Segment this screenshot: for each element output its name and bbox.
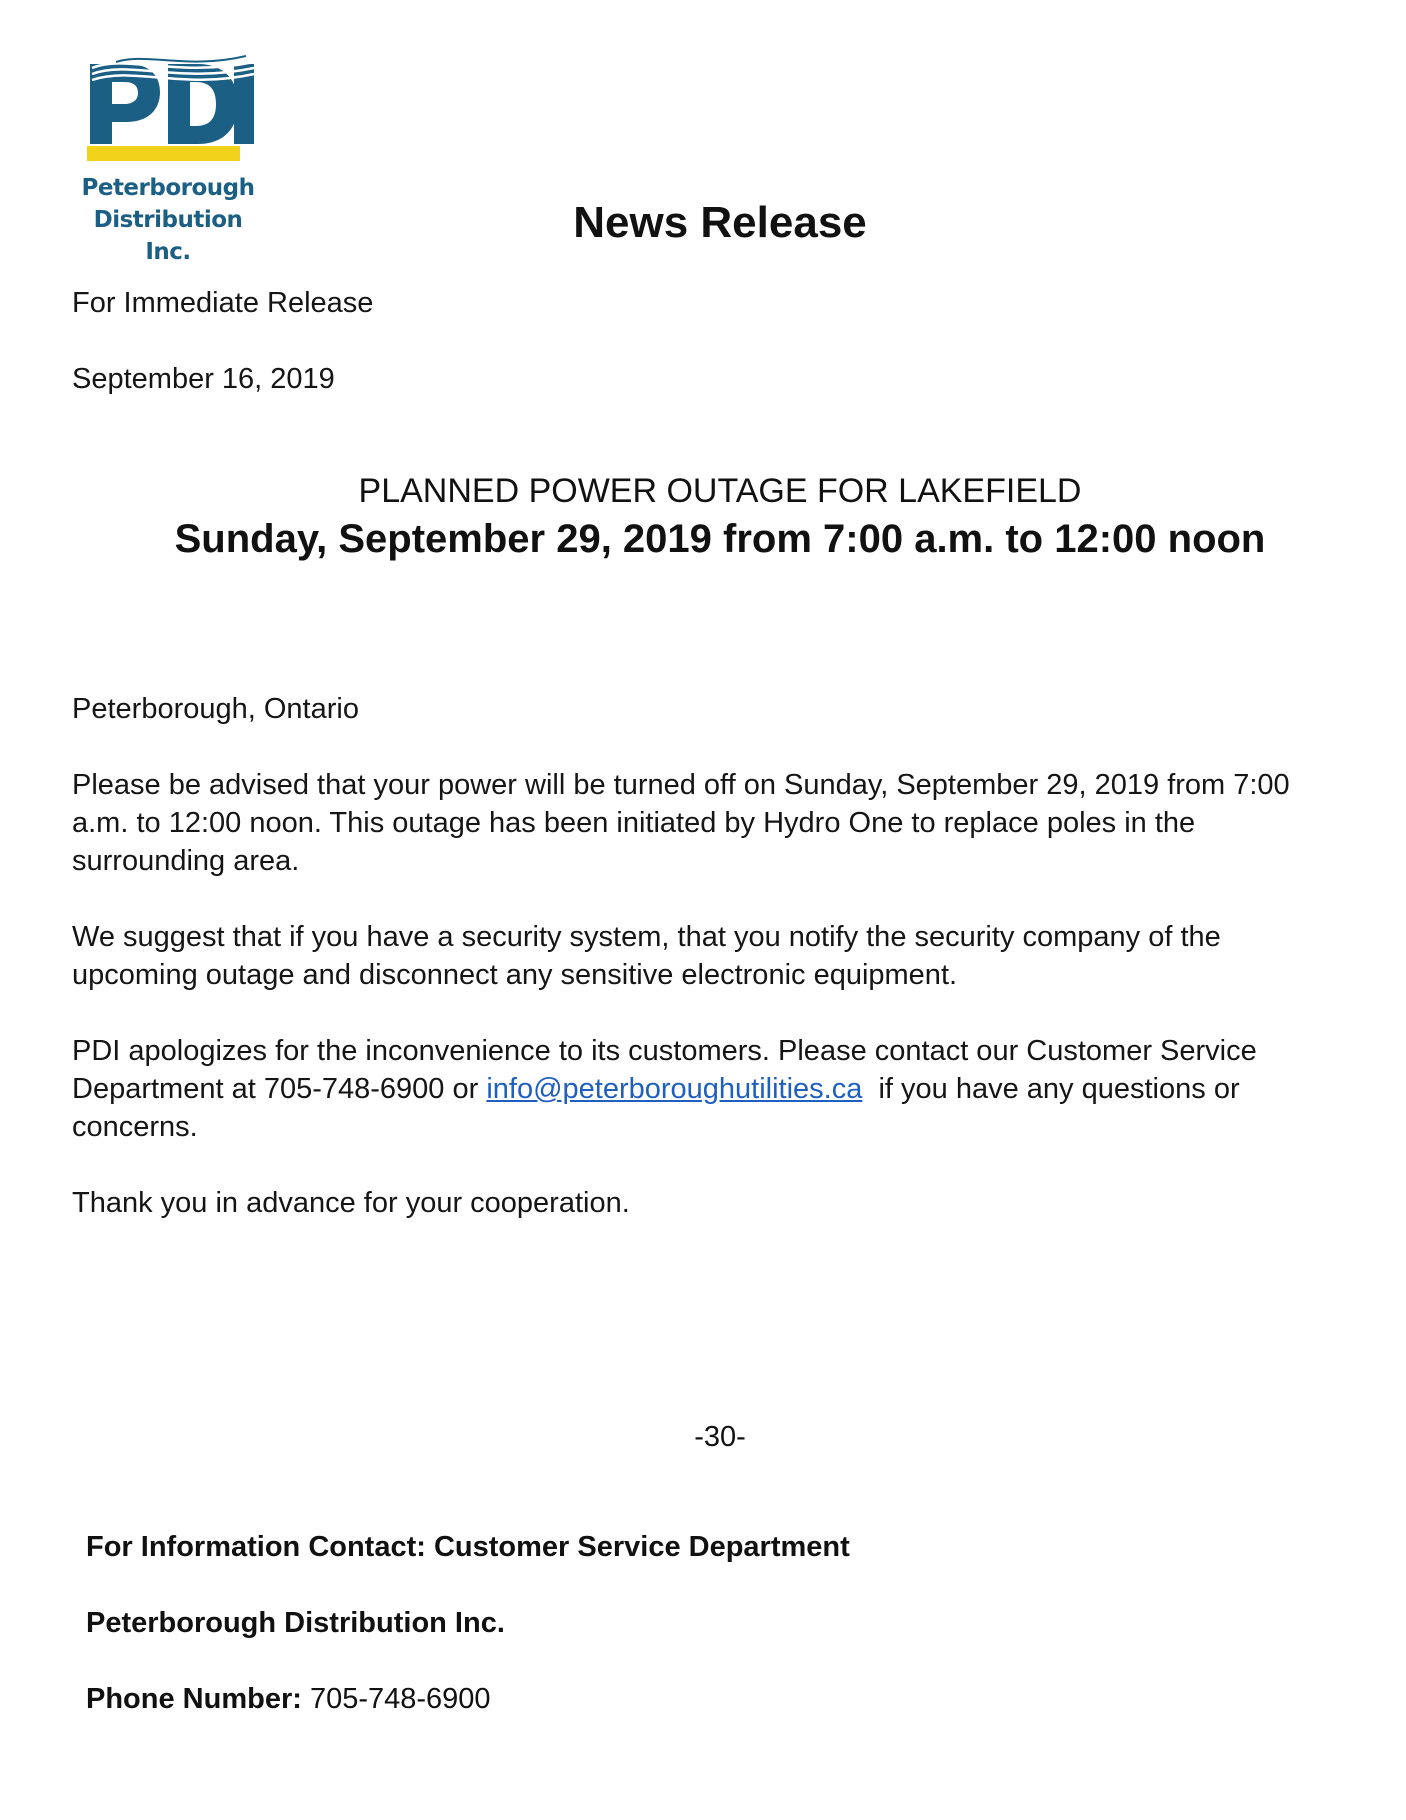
pdi-logo bbox=[68, 52, 268, 265]
contact-phone bbox=[86, 1680, 491, 1718]
paragraph-outage-notice: Please be advised that your power will be turned off on Sunday, September 29, 2019 from 7:00 a.m. to 12:00 noon. This outage has been initiated by Hydro One to replace poles in the surrounding area. bbox=[72, 769, 1290, 877]
release-type: For Immediate Release bbox=[72, 287, 374, 319]
logo-company-name bbox=[68, 172, 268, 268]
paragraph-contact-info bbox=[72, 1032, 1342, 1146]
headline: PLANNED POWER OUTAGE FOR LAKEFIELD bbox=[358, 472, 1082, 510]
logo-line-2: Distribution Inc. bbox=[93, 207, 243, 265]
paragraph-contact-text: PDI apologizes for the inconvenience to its customers. Please contact our Customer Service Department at 705-748-6900 or bbox=[72, 1035, 1257, 1105]
contact-line-1 bbox=[86, 1528, 850, 1566]
dateline: Peterborough, Ontario bbox=[72, 693, 359, 725]
paragraph-security-advice: We suggest that if you have a security system, that you notify the security company of the upcoming outage and disconnect any sensitive electronic equipment. bbox=[72, 921, 1221, 991]
end-mark: -30- bbox=[694, 1421, 746, 1453]
paragraph-thank-you: Thank you in advance for your cooperation. bbox=[72, 1187, 630, 1219]
contact-company: Peterborough Distribution Inc. bbox=[86, 1607, 505, 1639]
phone-label: Phone Number: bbox=[86, 1683, 302, 1715]
subheadline: Sunday, September 29, 2019 from 7:00 a.m. to 12:00 noon bbox=[174, 517, 1266, 561]
release-date: September 16, 2019 bbox=[72, 363, 335, 395]
logo-yellow-bar bbox=[87, 146, 240, 161]
paragraph-contact-text-end: if you have any questions or concerns. bbox=[72, 1073, 1248, 1143]
contact-line-2 bbox=[86, 1604, 505, 1642]
email-link[interactable]: info@peterboroughutilities.ca bbox=[486, 1073, 863, 1105]
logo-line-1: Peterborough bbox=[81, 175, 255, 201]
page-title: News Release bbox=[573, 198, 867, 247]
contact-department: For Information Contact: Customer Service Department bbox=[86, 1531, 850, 1563]
phone-value: 705-748-6900 bbox=[301, 1683, 491, 1715]
